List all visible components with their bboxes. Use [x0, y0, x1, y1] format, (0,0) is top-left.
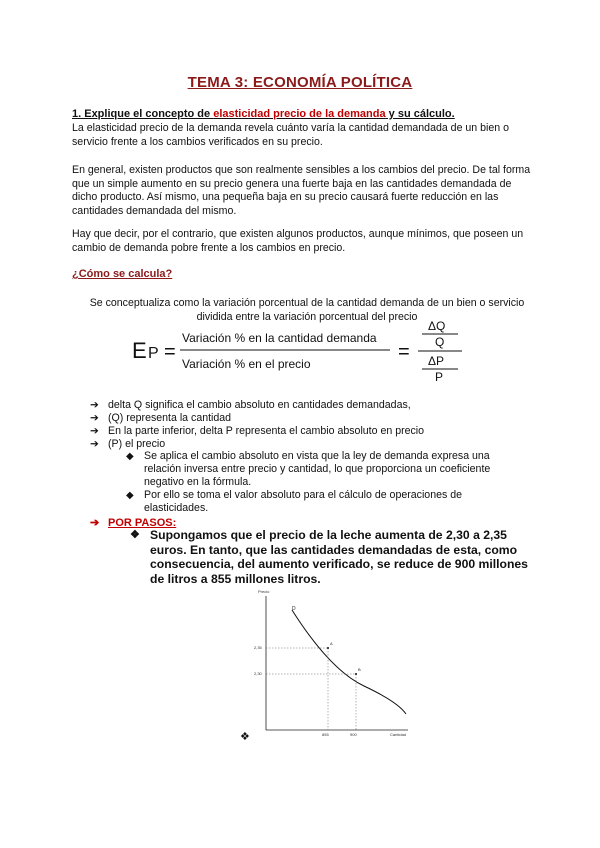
formula-delta-q: ΔQ	[428, 319, 446, 333]
question-suffix: y su cálculo.	[385, 108, 455, 120]
section-heading-calculo: ¿Cómo se calcula?	[72, 268, 173, 280]
formula-denominator: Variación % en el precio	[182, 357, 311, 371]
arrow-item-q: ➔ (Q) representa la cantidad	[90, 412, 232, 424]
arrow-icon: ➔	[90, 425, 99, 437]
paragraph-definition: La elasticidad precio de la demanda revela cuánto varía la cantidad demandada de un bien o servicio frente a los cambios verificados en su precio.	[72, 122, 510, 148]
arrow-icon: ➔	[90, 517, 100, 529]
graph-point-b-marker	[355, 673, 357, 675]
trailing-bullet-icon: ❖	[240, 731, 250, 743]
arrow-item-delta-q: ➔ delta Q significa el cambio absoluto en cantidades demandadas,	[90, 399, 411, 411]
graph-price-high: 2,35	[254, 645, 262, 650]
paragraph-inelastic: Hay que decir, por el contrario, que existen algunos productos, aunque mínimos, que poseen un cambio de demanda pobre frente a los cambios en precio.	[72, 228, 524, 254]
graph-point-a-marker	[327, 647, 329, 649]
question-highlight: elasticidad precio de la demanda	[213, 108, 386, 120]
formula-p: P	[435, 370, 444, 384]
graph-point-a: A	[330, 641, 333, 646]
graph-price-low: 2,30	[254, 671, 262, 676]
arrow-icon: ➔	[90, 399, 99, 411]
formula-numerator: Variación % en la cantidad demanda	[182, 331, 377, 345]
demand-curve	[292, 610, 406, 714]
graph-qty-high: 900	[350, 732, 357, 737]
formula-intro: Se conceptualiza como la variación porcentual de la cantidad demanda de un bien o servicio dividida entre la variación porcentual del precio	[89, 297, 525, 323]
paragraph-sensitive: En general, existen productos que son realmente sensibles a los cambios del precio. De tal forma que un simple aumento en su precio genera una fuerte baja en las cantidades demandada de dicho producto. Así mismo, una pequeña baja en su precio causará fuerte reducción en las cantidades demandada del mismo.	[72, 164, 531, 217]
graph-qty-low: 855	[322, 732, 329, 737]
diamond-item-absolute-change: ◆ Se aplica el cambio absoluto en vista que la ley de demanda expresa una relación inversa entre precio y cantidad, lo que proporciona un coeficiente negativo en la fórmula.	[126, 450, 491, 488]
page-title: TEMA 3: ECONOMÍA POLÍTICA	[187, 74, 413, 91]
graph-y-axis-label: Precio	[258, 589, 270, 594]
arrow-icon: ➔	[90, 412, 99, 424]
graph-x-axis-label: Cantidad	[390, 732, 407, 737]
formula-delta-p: ΔP	[428, 354, 445, 368]
elasticity-formula	[120, 318, 480, 384]
formula-lhs-sub: P	[148, 345, 159, 362]
diamond-item-absolute-value: ◆ Por ello se toma el valor absoluto para el cálculo de operaciones de elasticidades.	[126, 489, 463, 514]
graph-point-b: B	[358, 667, 361, 672]
demand-graph	[240, 586, 410, 742]
diamond-icon: ◆	[126, 451, 134, 462]
diamond-icon: ◆	[126, 490, 134, 501]
arrow-icon: ➔	[90, 438, 99, 450]
formula-q: Q	[435, 335, 445, 349]
example-paragraph: ❖ Supongamos que el precio de la leche aumenta de 2,30 a 2,35 euros. En tanto, que las cantidades demandadas de esta, como consecuencia, del aumento verificado, se reduce de 900 millones de litros a 855 millones litros.	[130, 528, 528, 586]
question-heading	[72, 108, 455, 120]
formula-equals-2: =	[398, 341, 410, 363]
formula-equals-1: =	[164, 341, 176, 363]
arrow-item-delta-p: ➔ En la parte inferior, delta P representa el cambio absoluto en precio	[90, 425, 425, 437]
por-pasos-heading: ➔ POR PASOS:	[90, 517, 177, 529]
formula-lhs-main: E	[132, 338, 147, 363]
graph-curve-label: D	[292, 606, 296, 612]
arrow-item-p: ➔ (P) el precio	[90, 438, 166, 450]
question-prefix: 1. Explique el concepto de	[72, 108, 214, 120]
bullet-icon: ❖	[130, 529, 140, 541]
